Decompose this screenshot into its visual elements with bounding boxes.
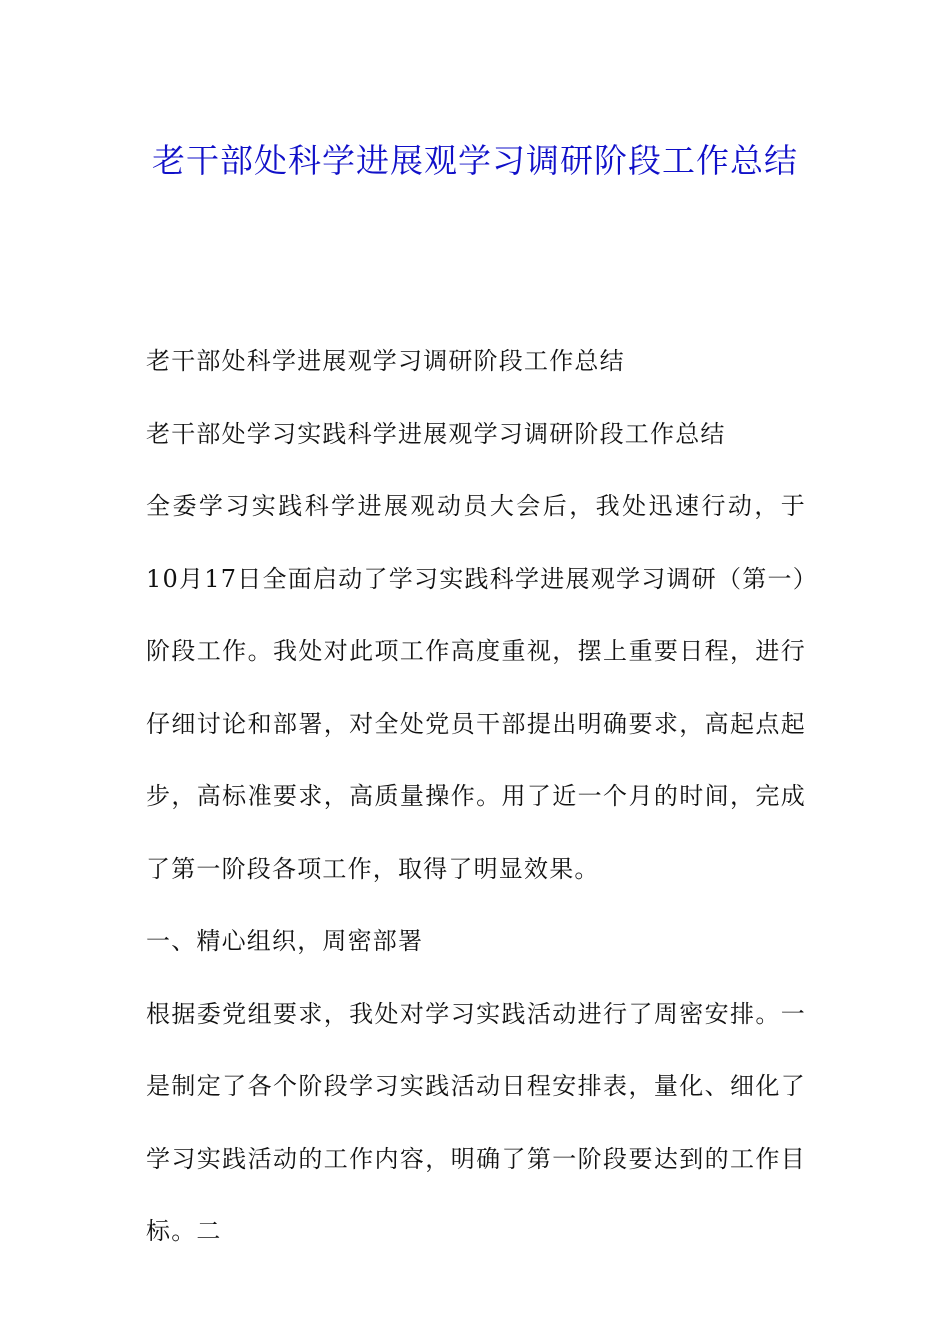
paragraph-heading-repeat: 老干部处科学进展观学习调研阶段工作总结	[146, 347, 625, 375]
document-body	[146, 325, 806, 1268]
paragraph-intro: 全委学习实践科学进展观动员大会后，我处迅速行动，于10月17日全面启动了学习实践科学进展观学习调研（第一）阶段工作。我处对此项工作高度重视，摆上重要日程，进行仔细讨论和部署，对全处党员干部提出明确要求，高起点起步，高标准要求，高质量操作。用了近一个月的时间，完成了第一阶段各项工作，取得了明显效果。	[146, 492, 806, 883]
paragraph-section-1: 根据委党组要求，我处对学习实践活动进行了周密安排。一是制定了各个阶段学习实践活动日程安排表，量化、细化了学习实践活动的工作内容，明确了第一阶段要达到的工作目标。二	[146, 999, 806, 1245]
paragraph-subtitle: 老干部处学习实践科学进展观学习调研阶段工作总结	[146, 419, 726, 448]
document-title: 老干部处科学进展观学习调研阶段工作总结	[152, 141, 798, 180]
section-heading-1: 一、精心组织，周密部署	[146, 927, 424, 955]
